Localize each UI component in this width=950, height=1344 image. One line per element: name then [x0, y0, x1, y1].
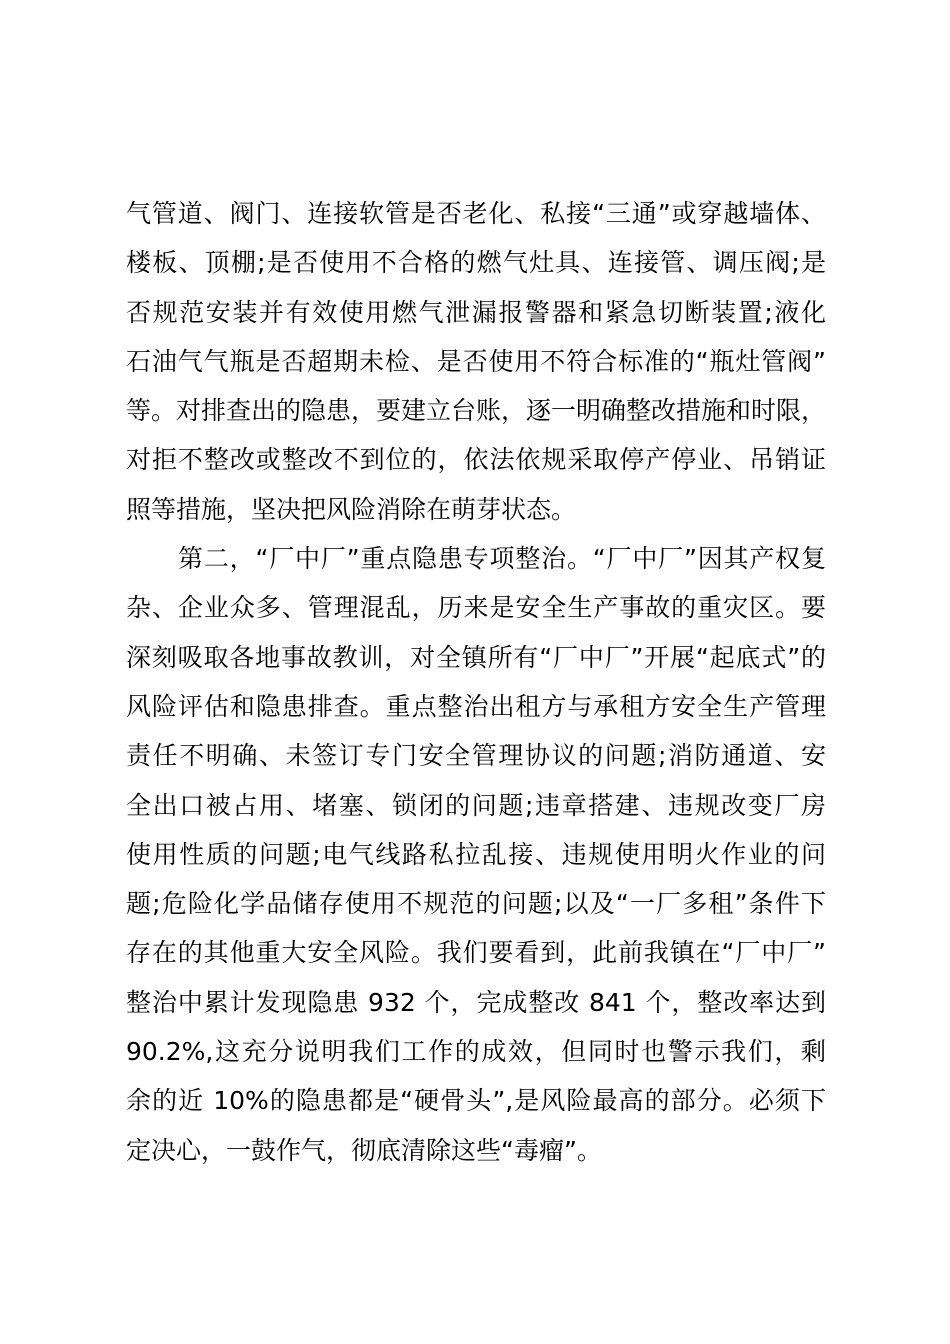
text-line: 使用性质的问题;电气线路私拉乱接、违规使用明火作业的问: [126, 839, 826, 869]
text-line: 对拒不整改或整改不到位的，依法依规采取停产停业、吊销证: [126, 445, 826, 475]
text-line: 气管道、阀门、连接软管是否老化、私接“三通”或穿越墙体、: [126, 199, 826, 228]
text-line: 石油气气瓶是否超期未检、是否使用不符合标准的“瓶灶管阀”: [126, 346, 826, 376]
text-line: 等。对排查出的隐患，要建立台账，逐一明确整改措施和时限，: [126, 396, 827, 426]
text-line: 余的近 10%的隐患都是“硬骨头”,是风险最高的部分。必须下: [126, 1086, 826, 1116]
text-line: 第二，“厂中厂”重点隐患专项整治。“厂中厂”因其产权复: [178, 544, 826, 574]
text-line: 责任不明确、未签订专门安全管理协议的问题;消防通道、安: [126, 741, 826, 771]
text-line: 90.2%,这充分说明我们工作的成效，但同时也警示我们，剩: [126, 1037, 826, 1067]
text-line: 深刻吸取各地事故教训，对全镇所有“厂中厂”开展“起底式”的: [126, 642, 826, 672]
paragraph-2: [126, 534, 826, 1175]
text-line: 风险评估和隐患排查。重点整治出租方与承租方安全生产管理: [126, 691, 826, 721]
text-line: 整治中累计发现隐患 932 个，完成整改 841 个，整改率达到: [126, 987, 826, 1017]
text-line: 题;危险化学品储存使用不规范的问题;以及“一厂多租”条件下: [126, 889, 826, 919]
text-line: 存在的其他重大安全风险。我们要看到，此前我镇在“厂中厂”: [126, 938, 826, 968]
text-line: 楼板、顶棚;是否使用不合格的燃气灶具、连接管、调压阀;是: [126, 248, 826, 278]
paragraph-1: [126, 189, 826, 534]
body-text: [126, 189, 826, 1175]
text-line: 全出口被占用、堵塞、锁闭的问题;违章搭建、违规改变厂房: [126, 790, 826, 820]
text-line: 定决心，一鼓作气，彻底清除这些“毒瘤”。: [126, 1135, 602, 1165]
text-line: 杂、企业众多、管理混乱，历来是安全生产事故的重灾区。要: [126, 593, 826, 623]
text-line: 照等措施，坚决把风险消除在萌芽状态。: [126, 494, 577, 524]
text-line: 否规范安装并有效使用燃气泄漏报警器和紧急切断装置;液化: [126, 297, 826, 327]
